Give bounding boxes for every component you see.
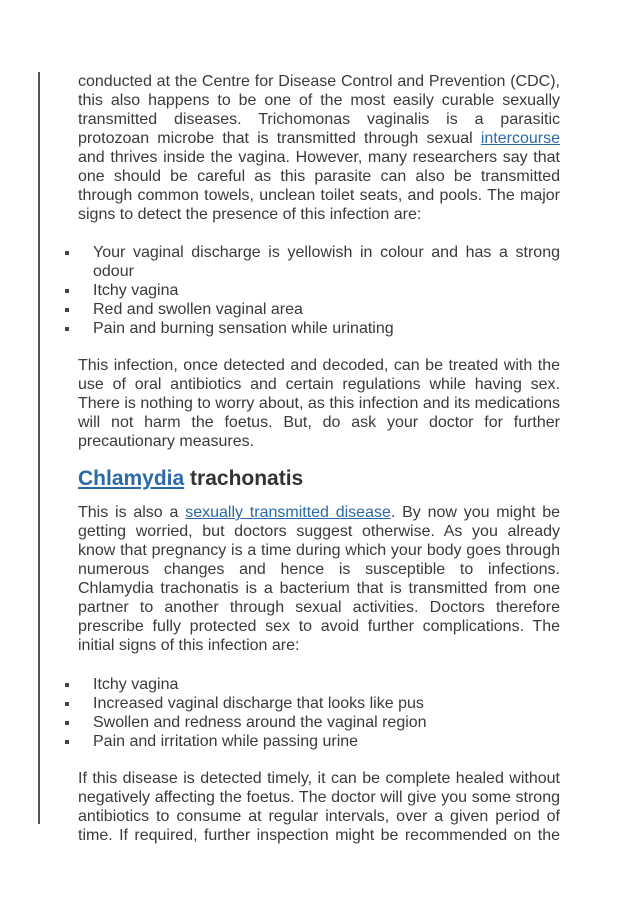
bullet-icon bbox=[65, 683, 69, 687]
list-item: Pain and irritation while passing urine bbox=[78, 732, 560, 751]
list-item: Swollen and redness around the vaginal region bbox=[78, 713, 560, 732]
bullet-icon bbox=[65, 251, 69, 255]
paragraph-treatment: This infection, once detected and decoded, can be treated with the use of oral antibiotics and certain regulations while having sex. There is nothing to worry about, as this infection and its medications will not harm the foetus. But, do ask your doctor for further precautionary measures. bbox=[78, 357, 560, 450]
section-heading: Chlamydia trachonatis bbox=[78, 467, 304, 490]
list-item: Your vaginal discharge is yellowish in colour and has a strong odour bbox=[78, 243, 560, 281]
trichomonas-symptom-list bbox=[78, 243, 560, 338]
list-item: Itchy vagina bbox=[78, 675, 560, 694]
std-link[interactable]: sexually transmitted disease bbox=[185, 504, 391, 521]
document-body bbox=[78, 72, 560, 845]
list-item: Itchy vagina bbox=[78, 281, 560, 300]
list-item: Increased vaginal discharge that looks like pus bbox=[78, 694, 560, 713]
list-item: Red and swollen vaginal area bbox=[78, 300, 560, 319]
bullet-icon bbox=[65, 289, 69, 293]
bullet-icon bbox=[65, 327, 69, 331]
paragraph-chlamydia: This is also a sexually transmitted disease. By now you might be getting worried, but doctors suggest otherwise. As you already know that pregnancy is a time during which your body goes through numerous changes and hence is susceptible to infections. Chlamydia trachonatis is a bacterium that is transmitted from one partner to another through sexual activities. Doctors therefore prescribe fully protected sex to avoid further complications. The initial signs of this infection are: bbox=[78, 504, 561, 654]
bullet-icon bbox=[65, 721, 69, 725]
paragraph-trichomonas: conducted at the Centre for Disease Control and Prevention (CDC), this also happens to be one of the most easily curable sexually transmitted diseases. Trichomonas vaginalis is a parasitic protozoan microbe that is transmitted through sexual intercourse and thrives inside the vagina. However, many researchers say that one should be careful as this parasite can also be transmitted through common towels, unclean toilet seats, and pools. The major signs to detect the presence of this infection are: bbox=[78, 73, 560, 223]
paragraph-healing: If this disease is detected timely, it can be complete healed without negatively affecting the foetus. The doctor will give you some strong antibiotics to consume at regular intervals, over a given period of time. If required, further inspection might be recommended on the bbox=[78, 770, 560, 844]
bullet-icon bbox=[65, 702, 69, 706]
chlamydia-symptom-list bbox=[78, 675, 560, 751]
intercourse-link[interactable]: intercourse bbox=[480, 130, 560, 147]
list-item: Pain and burning sensation while urinating bbox=[78, 319, 560, 338]
margin-bar bbox=[38, 72, 40, 824]
bullet-icon bbox=[65, 740, 69, 744]
chlamydia-link[interactable]: Chlamydia bbox=[78, 467, 185, 490]
bullet-icon bbox=[65, 308, 69, 312]
